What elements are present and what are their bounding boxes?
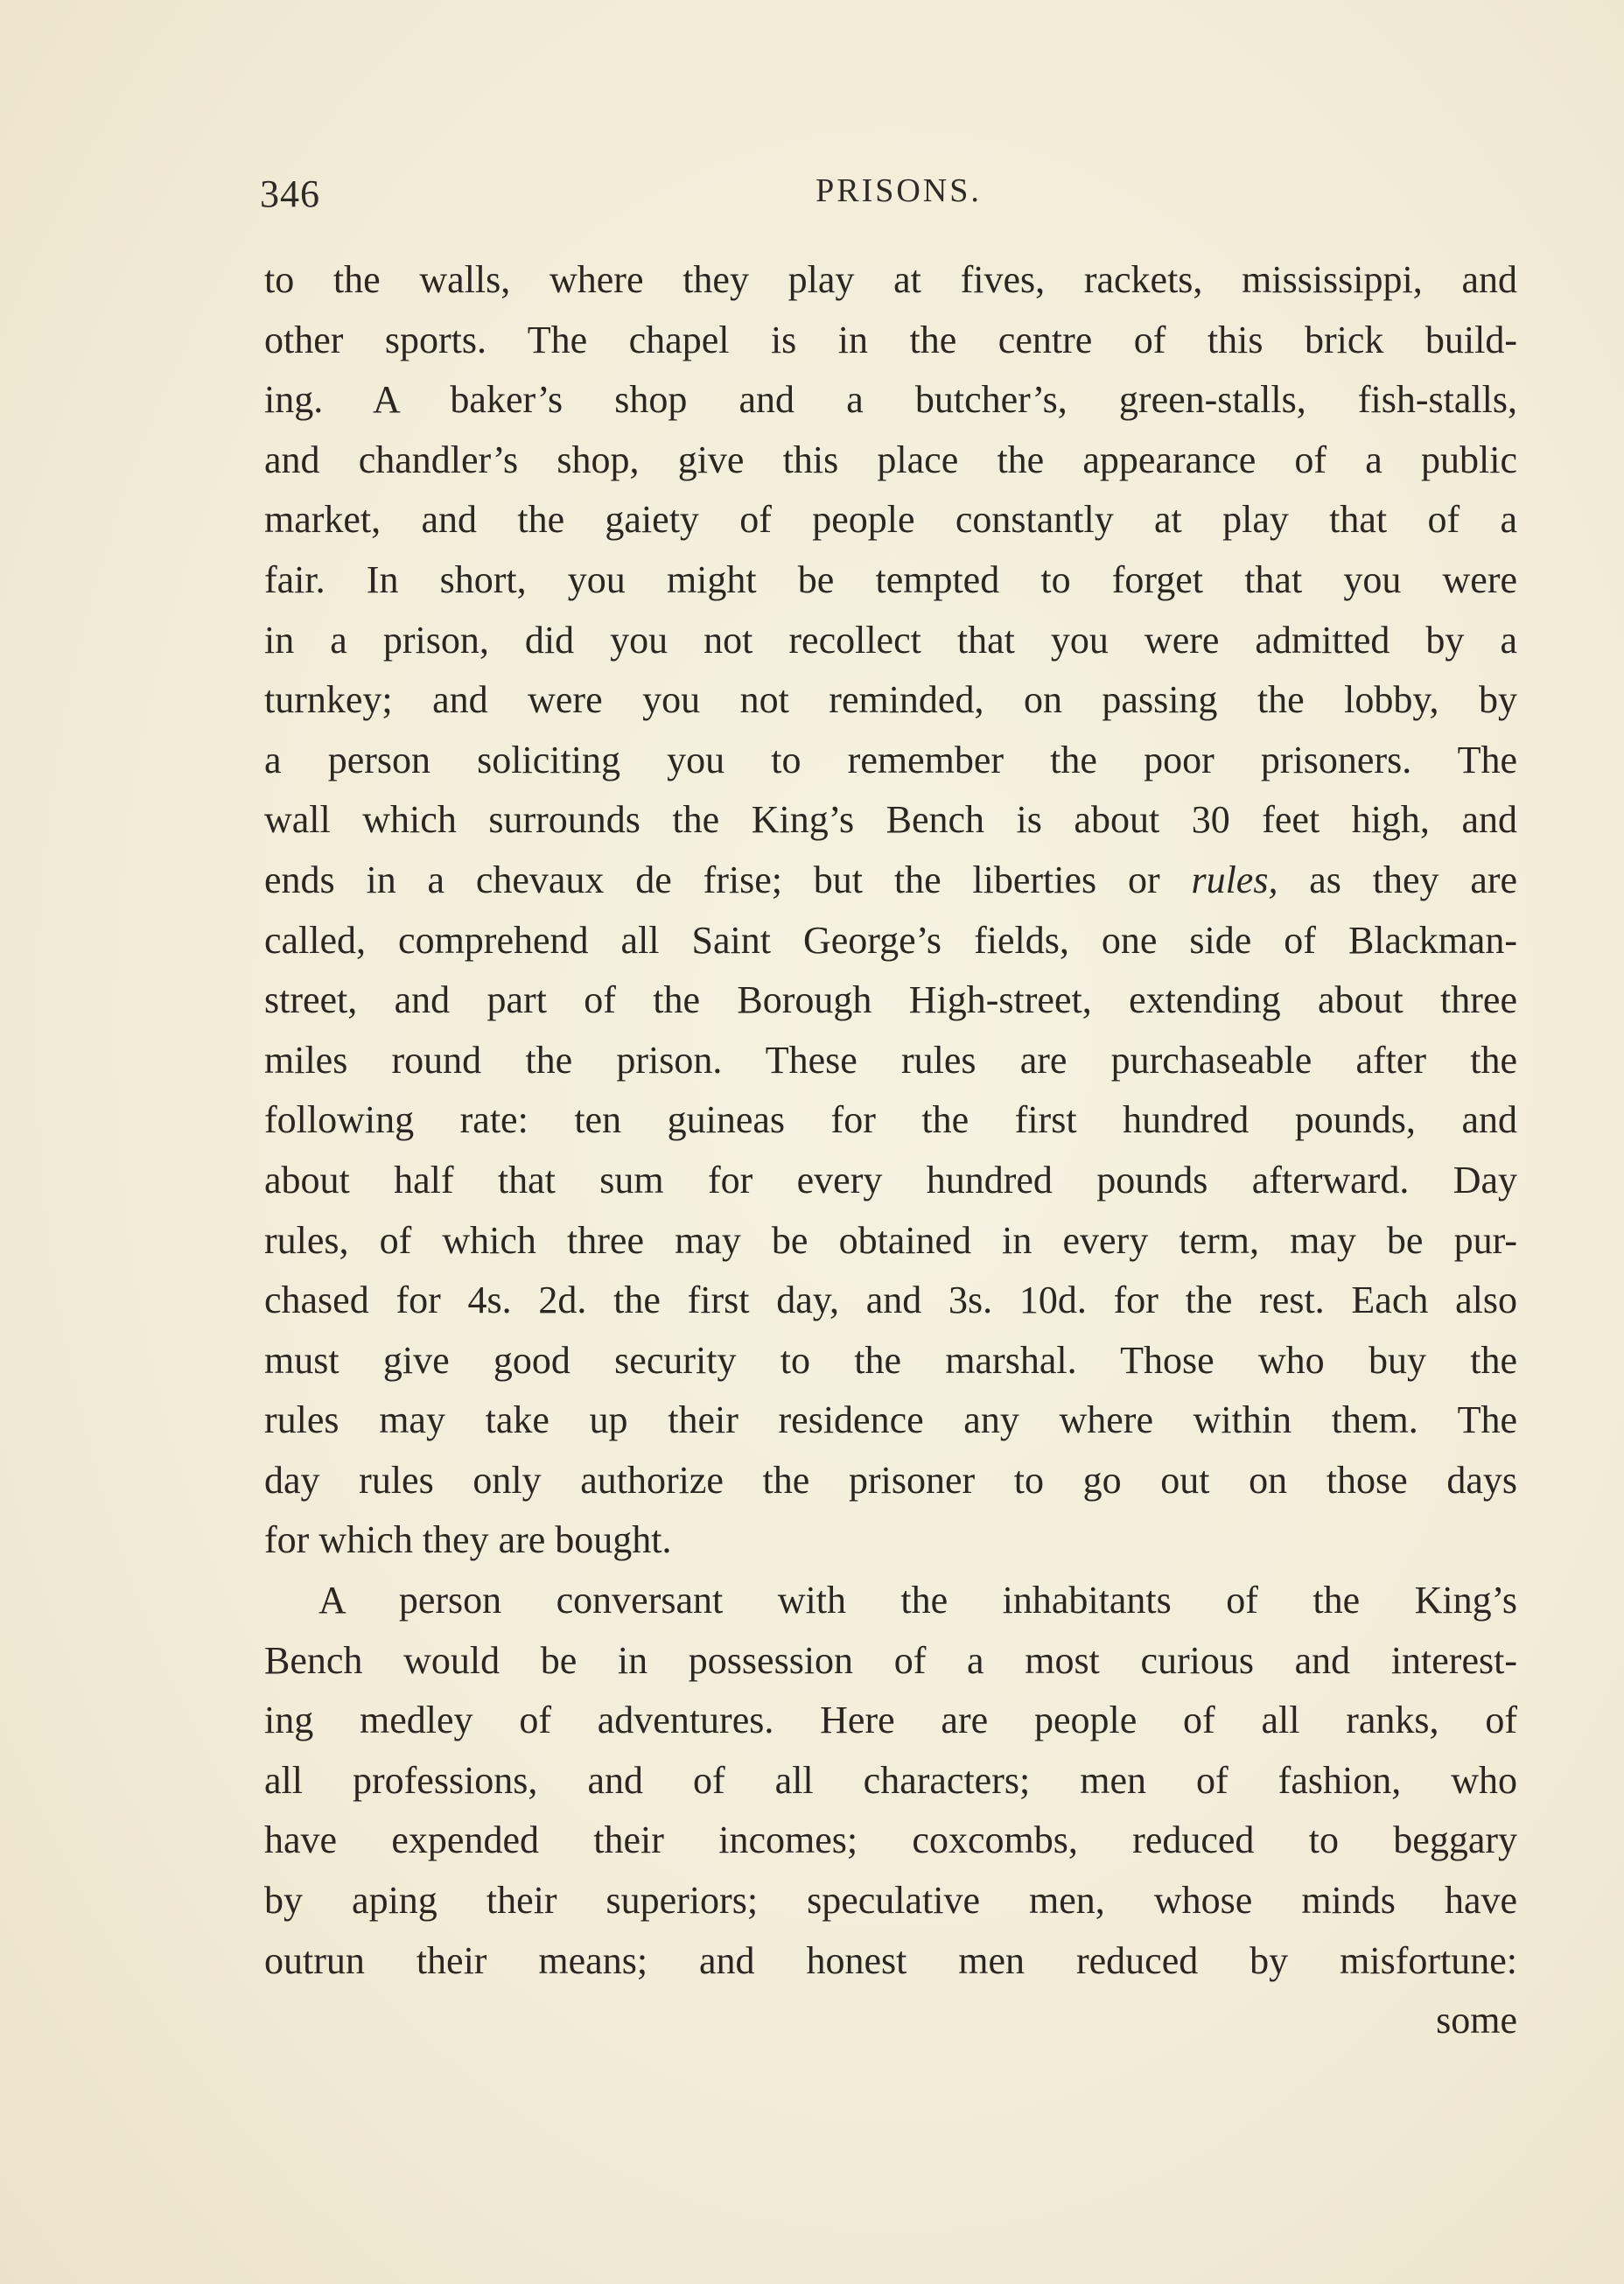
text-line: outrun their means; and honest men reduced by misfortune: (264, 1938, 1517, 1982)
text-line: ing medley of adventures. Here are people of all ranks, of (264, 1699, 1517, 1742)
text-line: turnkey; and were you not reminded, on passing the lobby, by (264, 678, 1517, 722)
running-head (260, 172, 1520, 224)
text-line: rules may take up their residence any where within them. The (264, 1398, 1517, 1442)
text-line: about half that sum for every hundred pounds afterward. Day (264, 1158, 1517, 1202)
text-line: ing. A baker’s shop and a butcher’s, green-stalls, fish-stalls, (264, 378, 1517, 422)
italic-word: rules, (1191, 858, 1278, 901)
text-line: fair. In short, you might be tempted to forget that you were (264, 557, 1517, 601)
text-line: have expended their incomes; coxcombs, reduced to beggary (264, 1818, 1517, 1862)
text-line: following rate: ten guineas for the first hundred pounds, and (264, 1098, 1517, 1142)
text-line: wall which surrounds the King’s Bench is about 30 feet high, and (264, 798, 1517, 842)
paragraph-end-line: for which they are bought. (264, 1518, 672, 1562)
text-line: market, and the gaiety of people constantly at play that of a (264, 498, 1517, 542)
text-segment: as they are (1309, 858, 1517, 901)
body-text (264, 250, 1517, 2051)
text-line: street, and part of the Borough High-street, extending about three (264, 978, 1517, 1022)
paragraph-start-line: A person conversant with the inhabitants of the King’s (318, 1579, 1517, 1622)
text-line: Bench would be in possession of a most curious and interest- (264, 1638, 1517, 1682)
page-number: 346 (260, 172, 320, 215)
catchword: some (1436, 1999, 1517, 2042)
text-line: and chandler’s shop, give this place the appearance of a public (264, 438, 1517, 481)
text-line: to the walls, where they play at fives, rackets, mississippi, and (264, 258, 1517, 301)
text-segment: ends in a chevaux de frise; but the liberties or (264, 858, 1160, 901)
text-line: miles round the prison. These rules are purchaseable after the (264, 1038, 1517, 1082)
text-line: all professions, and of all characters; men of fashion, who (264, 1758, 1517, 1802)
text-line: by aping their superiors; speculative men, whose minds have (264, 1879, 1517, 1923)
text-line: a person soliciting you to remember the poor prisoners. The (264, 738, 1517, 781)
text-line: in a prison, did you not recollect that you were admitted by a (264, 618, 1517, 662)
running-title: PRISONS. (816, 172, 982, 209)
text-line: day rules only authorize the prisoner to go out on those days (264, 1458, 1517, 1502)
text-line-with-italic (264, 851, 1517, 911)
text-line: other sports. The chapel is in the centre of this brick build- (264, 318, 1517, 361)
text-line: rules, of which three may be obtained in every term, may be pur- (264, 1218, 1517, 1262)
text-line: called, comprehend all Saint George’s fields, one side of Blackman- (264, 918, 1517, 962)
text-line: must give good security to the marshal. Those who buy the (264, 1338, 1517, 1382)
text-line: chased for 4s. 2d. the first day, and 3s. 10d. for the rest. Each also (264, 1279, 1517, 1322)
